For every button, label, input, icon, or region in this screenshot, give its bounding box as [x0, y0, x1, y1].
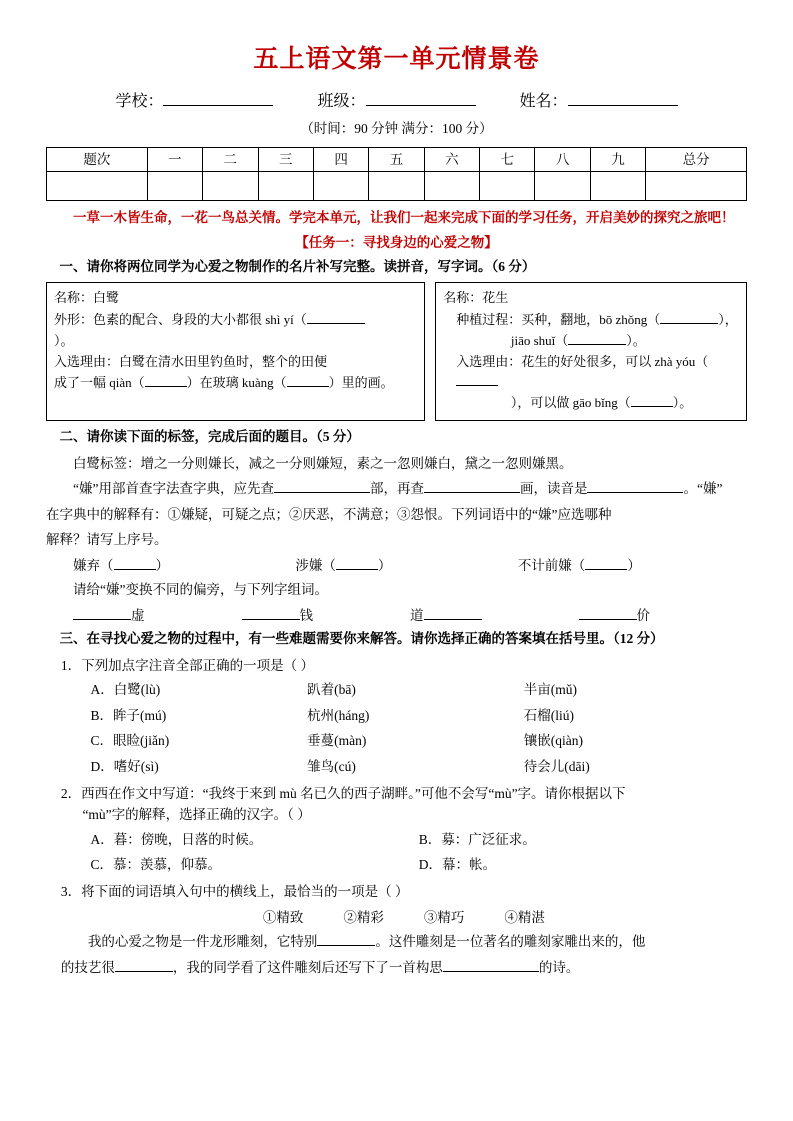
q3-3-choice-1[interactable]: ①精致 [262, 909, 304, 925]
score-table-header-row [47, 148, 747, 172]
q3-2-c[interactable]: C．慕：羡慕，仰慕。 [90, 857, 222, 873]
card-egret [46, 282, 425, 421]
combine-2: 钱 [242, 606, 411, 626]
score-fill-1[interactable] [147, 172, 202, 201]
score-cell-10: 总分 [646, 148, 747, 172]
identity-line [46, 90, 747, 113]
q3-item-2-row-cd [61, 853, 747, 877]
combine-4: 价 [579, 606, 748, 626]
task-one-heading: 【任务一：寻找身边的心爱之物】 [295, 234, 498, 250]
score-fill-6[interactable] [424, 172, 479, 201]
q3-item-1-row-b [61, 704, 747, 728]
score-cell-3: 三 [258, 148, 313, 172]
score-fill-0[interactable] [47, 172, 148, 201]
xian-word-1-blank[interactable] [114, 569, 156, 570]
xian-word-2-blank[interactable] [336, 569, 378, 570]
q3-1-c-3[interactable]: 镶嵌(qiàn) [523, 733, 584, 749]
q3-3-blank-2[interactable] [115, 971, 173, 972]
q3-1-d-3[interactable]: 待会儿(dāi) [523, 759, 590, 775]
q3-1-b-1[interactable]: B．眸子(mú) [90, 707, 167, 723]
question-2-heading: 二、请你读下面的标签，完成后面的题目。（5 分） [59, 429, 360, 445]
xian-word-row [46, 556, 747, 576]
q3-item-3-stem: 3．将下面的词语填入句中的横线上，最恰当的一项是（ ） [60, 884, 409, 900]
score-cell-2: 二 [203, 148, 258, 172]
class-field: 班级： [317, 90, 475, 113]
score-fill-7[interactable] [480, 172, 535, 201]
score-table-fill-row [47, 172, 747, 201]
peanut-plant-blank-2[interactable] [568, 344, 626, 345]
q3-item-3 [46, 881, 747, 980]
q3-item-2-stem2: “mù”字的解释，选择正确的汉字。（ ） [82, 807, 311, 823]
combine-4-blank[interactable] [579, 619, 637, 620]
card-peanut-planting: 种植过程：买种，翻地，bō zhǒng（ ）， [456, 311, 738, 327]
q3-3-choice-3[interactable]: ③精巧 [423, 909, 465, 925]
egret-label-text: 白鹭标签：增之一分则嫌长，减之一分则嫌短，素之一忽则嫌白，黛之一忽则嫌黑。 [73, 455, 573, 471]
card-peanut-reason2: ），可以做 gāo bǐng（ ）。 [510, 395, 693, 411]
card-egret-shape-tail: ）。 [54, 332, 74, 348]
score-fill-3[interactable] [258, 172, 313, 201]
q3-3-choice-2[interactable]: ②精彩 [343, 909, 384, 925]
score-cell-1: 一 [147, 148, 202, 172]
combine-2-blank[interactable] [242, 619, 300, 620]
peanut-reason-blank-2[interactable] [631, 406, 673, 407]
school-blank[interactable] [163, 91, 273, 106]
dictionary-question-line2: 在字典中的解释有：①嫌疑，可疑之点；②厌恶，不满意；③怨恨。下列词语中的“嫌”应选哪种 [46, 507, 612, 523]
q3-item-1 [46, 655, 747, 779]
card-egret-reason2: 成了一幅 qiàn（ ）在玻璃 kuàng（ ）里的画。 [54, 374, 394, 390]
score-fill-8[interactable] [535, 172, 590, 201]
egret-reason-blank-2[interactable] [287, 386, 329, 387]
q3-1-d-1[interactable]: D．嗜好(sì) [90, 759, 159, 775]
card-peanut [435, 282, 747, 421]
combine-3-blank[interactable] [424, 619, 482, 620]
score-cell-5: 五 [369, 148, 424, 172]
score-cell-7: 七 [480, 148, 535, 172]
q3-item-1-row-d [61, 755, 747, 779]
peanut-reason-blank-1[interactable] [456, 385, 498, 386]
score-cell-4: 四 [313, 148, 368, 172]
q3-2-a[interactable]: A．暮：傍晚，日落的时候。 [90, 831, 263, 847]
score-cell-6: 六 [424, 148, 479, 172]
q3-3-blank-1[interactable] [317, 945, 375, 946]
q3-1-d-2[interactable]: 雏鸟(cú) [307, 759, 356, 775]
q3-item-3-choices [61, 907, 747, 929]
card-egret-reason: 入选理由：白鹭在清水田里钓鱼时，整个的田便 [54, 353, 328, 369]
xian-word-3-blank[interactable] [585, 569, 627, 570]
score-table [46, 147, 747, 201]
peanut-plant-blank-1[interactable] [660, 323, 718, 324]
q3-1-a-1[interactable]: A．白鹭(lù) [90, 682, 161, 698]
q3-item-1-row-c [61, 729, 747, 753]
q3-1-a-3[interactable]: 半亩(mǔ) [523, 682, 578, 698]
q3-3-choice-4[interactable]: ④精湛 [504, 909, 545, 925]
q3-1-b-3[interactable]: 石榴(liú) [523, 707, 575, 723]
q3-1-c-1[interactable]: C．眼睑(jiǎn) [90, 733, 170, 749]
card-peanut-planting2: jiāo shuǐ（ ）。 [510, 332, 646, 348]
card-peanut-name: 名称：花生 [443, 290, 509, 306]
question-3-heading: 三、在寻找心爱之物的过程中，有一些难题需要你来解答。请你选择正确的答案填在括号里。（12 分） [59, 631, 664, 647]
class-blank[interactable] [366, 91, 476, 106]
exam-meta: （时间：90 分钟 满分：100 分） [300, 121, 493, 137]
card-egret-name: 名称：白鹭 [54, 290, 120, 306]
radical-instruction: 请给“嫌”变换不同的偏旁，与下列字组词。 [73, 581, 328, 597]
dictionary-question-line1: “嫌”用部首查字法查字典，应先查 部，再查 画，读音是 。“嫌” [73, 481, 723, 497]
page-title: 五上语文第一单元情景卷 [253, 46, 540, 73]
score-fill-9[interactable] [590, 172, 645, 201]
school-field: 学校： [115, 90, 273, 113]
q3-item-1-row-a [61, 678, 747, 702]
xian-word-3: 不计前嫌（ ） [517, 558, 641, 574]
combine-1-blank[interactable] [73, 619, 131, 620]
score-fill-2[interactable] [203, 172, 258, 201]
q3-item-3-body2: 的技艺很 ，我的同学看了这件雕刻后还写下了一首构思 的诗。 [60, 960, 580, 976]
name-blank[interactable] [568, 91, 678, 106]
egret-reason-blank-1[interactable] [145, 386, 187, 387]
q3-2-b[interactable]: B．募：广泛征求。 [418, 831, 536, 847]
combine-1: 虚 [73, 606, 242, 626]
dictionary-question-line3: 解释？请写上序号。 [46, 532, 168, 548]
question-1-heading: 一、请你将两位同学为心爱之物制作的名片补写完整。读拼音，写字词。（6 分） [59, 259, 536, 275]
xian-word-1: 嫌弃（ ） [73, 558, 169, 574]
q3-item-2-row-ab [61, 828, 747, 852]
q3-1-a-2[interactable]: 趴着(bā) [307, 682, 356, 698]
dict-blank-pinyin[interactable] [587, 492, 683, 493]
q3-1-b-2[interactable]: 杭州(háng) [307, 707, 370, 723]
score-cell-8: 八 [535, 148, 590, 172]
q3-item-3-body: 我的心爱之物是一件龙形雕刻，它特别 。这件雕刻是一位著名的雕刻家雕出来的，他 [87, 934, 646, 950]
score-cell-0: 题次 [47, 148, 148, 172]
q3-item-1-stem: 1．下列加点字注音全部正确的一项是（ ） [60, 657, 314, 673]
xian-word-2: 涉嫌（ ） [295, 558, 392, 574]
score-fill-5[interactable] [369, 172, 424, 201]
dict-blank-radical[interactable] [274, 492, 370, 493]
score-cell-9: 九 [590, 148, 645, 172]
q3-1-c-2[interactable]: 垂蔓(màn) [307, 733, 367, 749]
radical-combine-row [46, 606, 747, 626]
card-egret-shape: 外形：色素的配合、身段的大小都很 shì yí（ [54, 310, 417, 330]
intro-paragraph: 一草一木皆生命，一花一鸟总关情。学完本单元，让我们一起来完成下面的学习任务，开启美妙的探究之旅吧！ [73, 210, 735, 225]
q3-2-d[interactable]: D．幕：帐。 [418, 857, 497, 873]
card-peanut-reason: 入选理由：花生的好处很多，可以 zhà yóu（ [443, 352, 739, 392]
q3-item-2 [46, 783, 747, 877]
q3-item-2-stem: 2．西西在作文中写道：“我终于来到 mù 名已久的西子湖畔。”可他不会写“mù”字。请你根据以下 [60, 785, 626, 801]
score-fill-4[interactable] [313, 172, 368, 201]
egret-shape-blank[interactable] [307, 323, 365, 324]
combine-3: 道 [410, 606, 579, 626]
name-cards [46, 282, 747, 421]
q3-3-blank-3[interactable] [443, 971, 539, 972]
score-fill-10[interactable] [646, 172, 747, 201]
name-field: 姓名： [520, 90, 678, 113]
dict-blank-strokes[interactable] [424, 492, 520, 493]
